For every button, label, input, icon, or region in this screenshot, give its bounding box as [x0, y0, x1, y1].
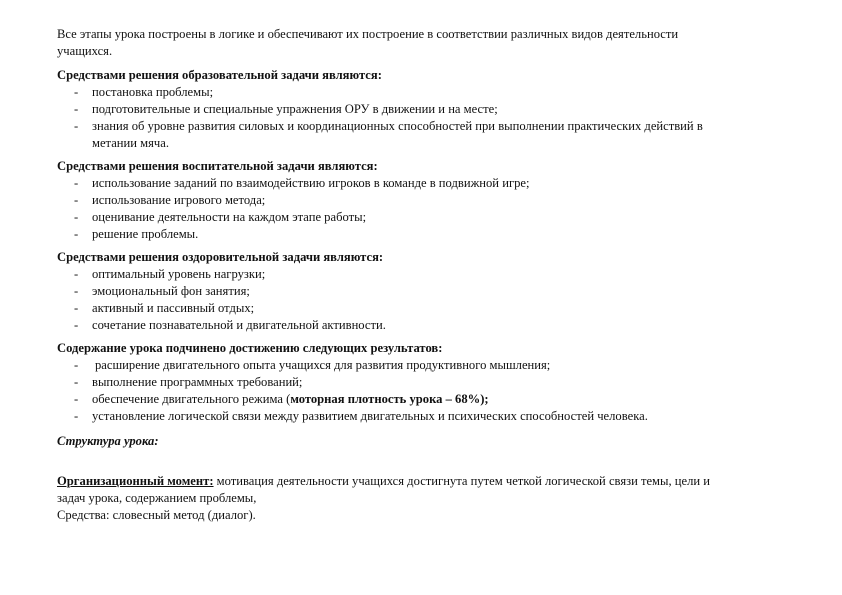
- list-item-text: постановка проблемы;: [92, 85, 214, 99]
- list-item: [57, 300, 797, 317]
- list-item: [57, 118, 797, 135]
- list-item-text: использование заданий по взаимодействию игроков в команде в подвижной игре;: [92, 176, 530, 190]
- list-item: [57, 374, 797, 391]
- dash-marker: -: [74, 267, 79, 281]
- motor-density-text: моторная плотность урока – 68%);: [290, 392, 489, 406]
- list-item: [57, 391, 797, 408]
- dash-marker: -: [74, 227, 79, 241]
- bullet-list: [57, 175, 797, 243]
- intro-line-1: Все этапы урока построены в логике и обеспечивают их построение в соответствии различных видов деятельности: [57, 27, 679, 41]
- org-moment-paragraph: [57, 473, 797, 524]
- dash-marker: -: [74, 102, 79, 116]
- structure-title: Структура урока:: [57, 434, 159, 448]
- list-item-text: оценивание деятельности на каждом этапе работы;: [92, 210, 367, 224]
- list-item-text: оптимальный уровень нагрузки;: [92, 267, 266, 281]
- org-line-1: [57, 473, 797, 490]
- dash-marker: -: [74, 318, 79, 332]
- dash-marker: -: [74, 193, 79, 207]
- dash-marker: -: [74, 119, 79, 133]
- dash-marker: -: [74, 409, 79, 423]
- list-item: [57, 101, 797, 118]
- list-item-text: сочетание познавательной и двигательной активности.: [92, 318, 386, 332]
- list-item: [57, 357, 797, 374]
- list-item-text: расширение двигательного опыта учащихся для развития продуктивного мышления;: [95, 358, 551, 372]
- list-item: [57, 84, 797, 101]
- document-page: [57, 26, 797, 524]
- list-item-text: выполнение программных требований;: [92, 375, 303, 389]
- dash-marker: -: [74, 358, 79, 372]
- list-item: [57, 266, 797, 283]
- dash-marker: -: [74, 392, 79, 406]
- list-item: [57, 175, 797, 192]
- section-heading: Содержание урока подчинено достижению следующих результатов:: [57, 341, 443, 355]
- org-moment-text: мотивация деятельности учащихся достигнута путем четкой логической связи темы, цели и: [213, 474, 711, 488]
- list-item: [57, 408, 797, 425]
- intro-line-2: учащихся.: [57, 44, 113, 58]
- list-item: [57, 226, 797, 243]
- dash-marker: -: [74, 375, 79, 389]
- section-heading: Средствами решения оздоровительной задачи являются:: [57, 250, 384, 264]
- list-item-text: знания об уровне развития силовых и координационных способностей при выполнении практических действий в: [92, 119, 703, 133]
- list-item: [57, 283, 797, 300]
- list-item-text: активный и пассивный отдых;: [92, 301, 255, 315]
- list-item-text: решение проблемы.: [92, 227, 199, 241]
- bullet-list: [57, 357, 797, 425]
- list-item-text: эмоциональный фон занятия;: [92, 284, 250, 298]
- bullet-list: [57, 84, 797, 152]
- list-item-text: метании мяча.: [92, 136, 170, 150]
- list-item-text: обеспечение двигательного режима (: [92, 392, 291, 406]
- org-line-3: Средства: словесный метод (диалог).: [57, 508, 256, 522]
- org-line-2: задач урока, содержанием проблемы,: [57, 491, 257, 505]
- list-item: [57, 317, 797, 334]
- section-educational: [57, 67, 797, 152]
- section-results: [57, 340, 797, 425]
- org-moment-label: Организационный момент:: [57, 474, 214, 488]
- section-heading: Средствами решения воспитательной задачи являются:: [57, 159, 378, 173]
- dash-marker: -: [74, 176, 79, 190]
- section-heading: Средствами решения образовательной задачи являются:: [57, 68, 382, 82]
- list-item-continuation: [57, 135, 797, 152]
- list-item-text: использование игрового метода;: [92, 193, 266, 207]
- dash-marker: -: [74, 284, 79, 298]
- list-item: [57, 192, 797, 209]
- list-item: [57, 209, 797, 226]
- list-item-text: установление логической связи между развитием двигательных и психических способностей человека.: [92, 409, 648, 423]
- bullet-list: [57, 266, 797, 334]
- dash-marker: -: [74, 85, 79, 99]
- dash-marker: -: [74, 301, 79, 315]
- intro-paragraph: [57, 26, 797, 60]
- section-health: [57, 249, 797, 334]
- section-upbringing: [57, 158, 797, 243]
- dash-marker: -: [74, 210, 79, 224]
- list-item-text: подготовительные и специальные упражнения ОРУ в движении и на месте;: [92, 102, 498, 116]
